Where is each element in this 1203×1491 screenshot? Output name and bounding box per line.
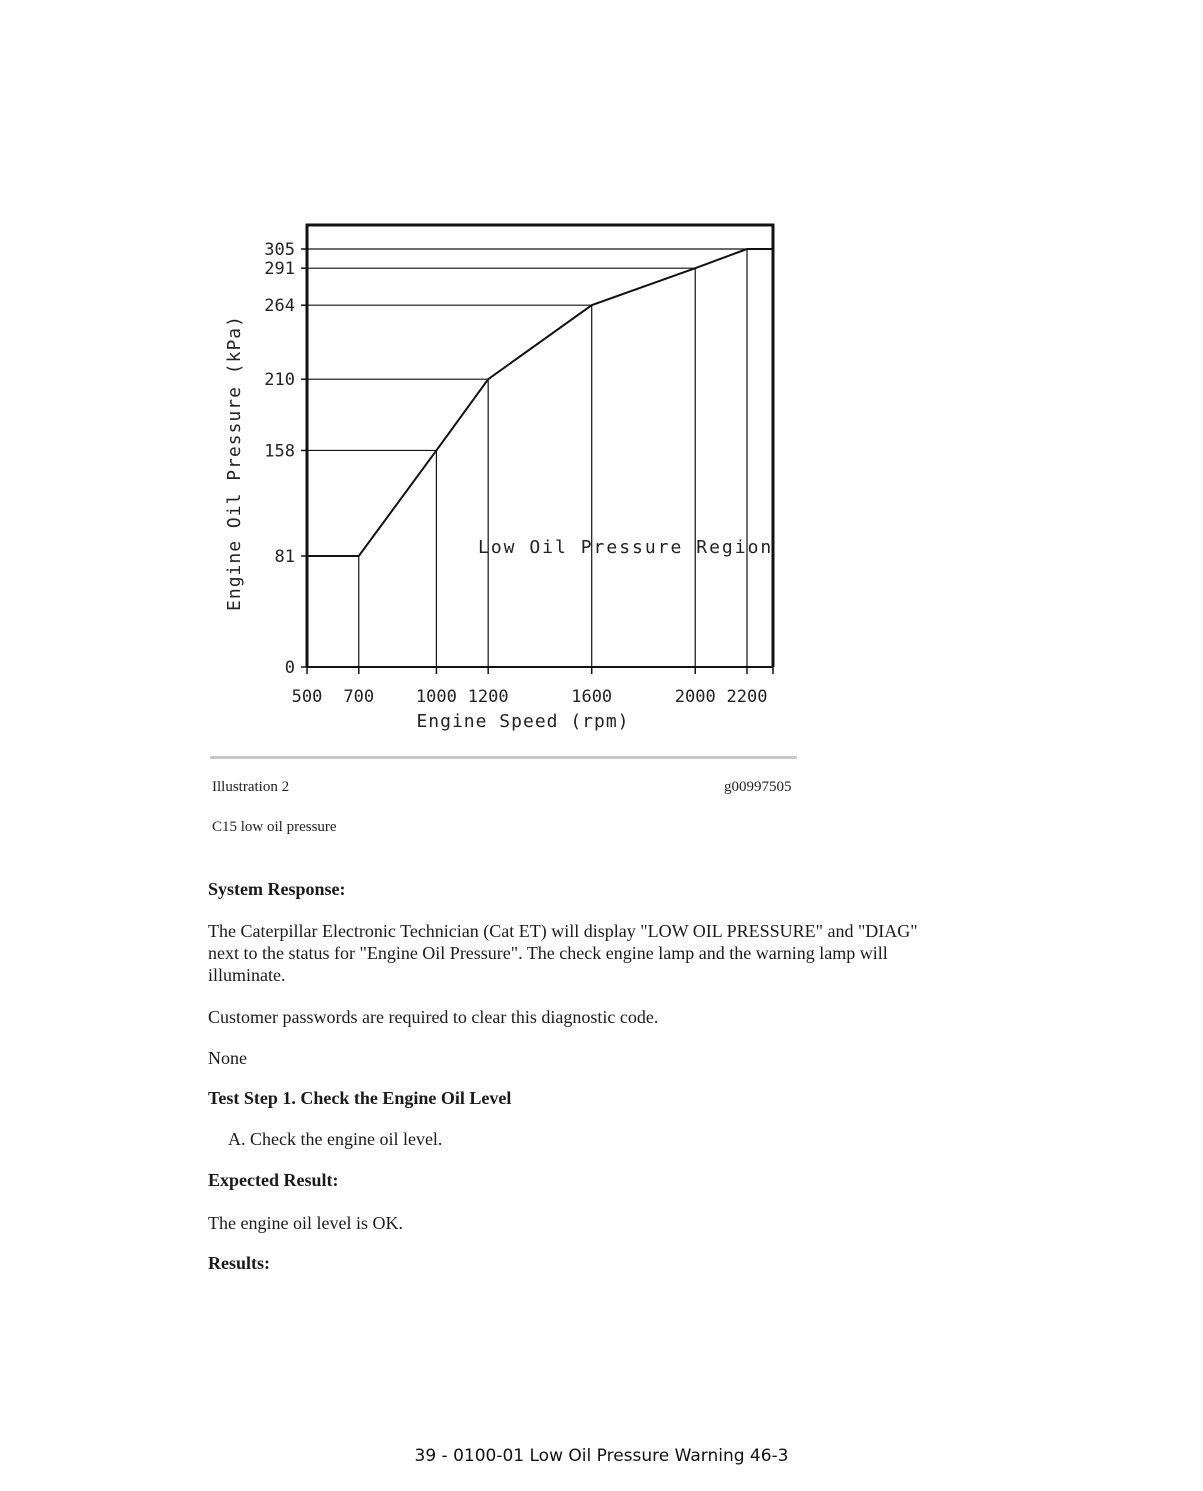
- system-response-line-3: illuminate.: [208, 965, 286, 985]
- y-tick-label: 0: [284, 658, 295, 678]
- x-tick-label: 700: [343, 687, 375, 707]
- y-tick-label: 158: [264, 441, 295, 462]
- expected-result-text: The engine oil level is OK.: [208, 1213, 403, 1233]
- caption-divider: [210, 756, 797, 759]
- oil-pressure-chart: [205, 205, 805, 755]
- none-paragraph: None: [208, 1048, 247, 1068]
- passwords-paragraph: Customer passwords are required to clear this diagnostic code.: [208, 1007, 659, 1027]
- x-tick-label: 2000: [674, 687, 716, 707]
- y-tick-label: 210: [264, 370, 295, 391]
- y-tick-label: 291: [264, 259, 295, 280]
- system-response-heading: System Response:: [208, 879, 346, 899]
- x-tick-label: 1200: [467, 687, 509, 707]
- low-pressure-region-label: Low Oil Pressure Region: [478, 537, 774, 558]
- x-tick-label: 1000: [415, 687, 457, 707]
- system-response-line-2: next to the status for "Engine Oil Pressure". The check engine lamp and the warning lamp will: [208, 943, 888, 963]
- illustration-code: g00997505: [724, 779, 792, 795]
- y-tick-label: 305: [264, 240, 295, 260]
- x-tick-label: 1600: [571, 687, 613, 707]
- test-step-item: A. Check the engine oil level.: [228, 1129, 443, 1149]
- low-oil-pressure-threshold-line: [307, 249, 747, 556]
- system-response-line-1: The Caterpillar Electronic Technician (Cat ET) will display "LOW OIL PRESSURE" and "DIAG": [208, 921, 918, 941]
- y-axis-label: Engine Oil Pressure (kPa): [224, 315, 245, 611]
- y-tick-label: 81: [274, 546, 295, 567]
- page-footer: 39 - 0100-01 Low Oil Pressure Warning 46-3: [414, 1446, 789, 1466]
- expected-result-heading: Expected Result:: [208, 1170, 339, 1190]
- test-step-heading: Test Step 1. Check the Engine Oil Level: [208, 1088, 512, 1108]
- chart-frame: [307, 225, 773, 667]
- x-tick-label: 500: [291, 687, 323, 707]
- illustration-title: C15 low oil pressure: [212, 819, 337, 835]
- illustration-number: Illustration 2: [212, 779, 290, 795]
- results-heading: Results:: [208, 1253, 270, 1273]
- y-tick-label: 264: [264, 296, 295, 317]
- x-axis-label: Engine Speed (rpm): [416, 711, 630, 732]
- x-tick-label: 2200: [726, 687, 768, 707]
